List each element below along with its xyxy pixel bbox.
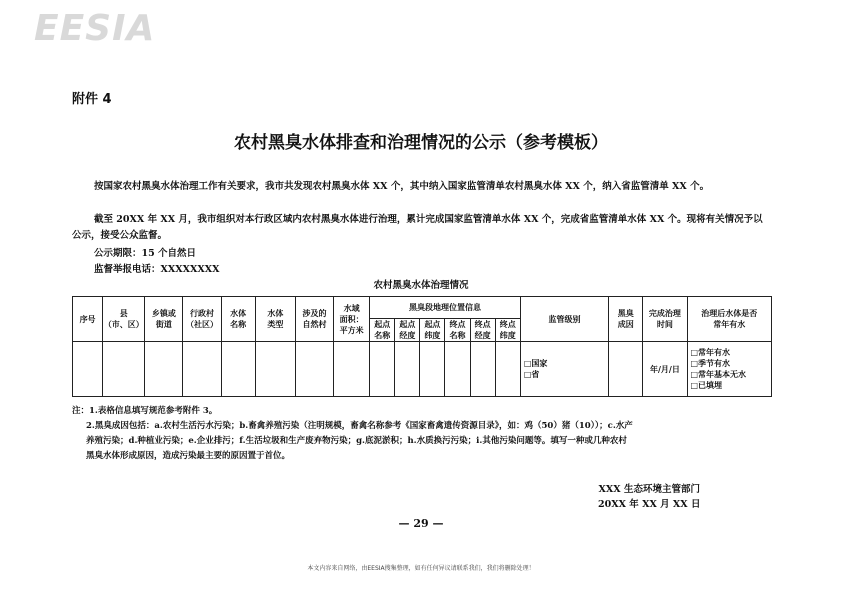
cell-after-water bbox=[687, 342, 772, 397]
header-seq: 序号 bbox=[73, 297, 103, 342]
cell-start-lat[interactable] bbox=[420, 342, 445, 397]
header-end-name: 终点 名称 bbox=[445, 319, 470, 342]
cell-seq[interactable] bbox=[73, 342, 103, 397]
cell-county[interactable] bbox=[103, 342, 145, 397]
signature-dept: XXX 生态环境主管部门 bbox=[598, 484, 700, 495]
notes bbox=[72, 404, 772, 464]
cell-finish-date[interactable]: 年/月/日 bbox=[643, 342, 687, 397]
document-title: 农村黑臭水体排查和治理情况的公示（参考模板） bbox=[234, 133, 608, 153]
signature-date: 20XX 年 XX 月 XX 日 bbox=[598, 499, 701, 510]
cell-water-name[interactable] bbox=[221, 342, 255, 397]
cell-end-name[interactable] bbox=[445, 342, 470, 397]
cell-end-lon[interactable] bbox=[470, 342, 495, 397]
header-start-name: 起点 名称 bbox=[370, 319, 395, 342]
header-area: 水域 面积： 平方米 bbox=[334, 297, 370, 342]
checkbox-year-round-water[interactable]: □常年有水 bbox=[690, 347, 731, 357]
header-start-lon: 起点 经度 bbox=[395, 319, 420, 342]
header-town: 乡镇或 街道 bbox=[145, 297, 183, 342]
header-county: 县 （市、区） bbox=[103, 297, 145, 342]
paragraph-treatment: 截至 20XX 年 XX 月，我市组织对本行政区域内农村黑臭水体进行治理，累计完成国家监管清单水体 XX 个，完成省监管清单水体 XX 个。现将有关情况予以公示，接受公众监督。 bbox=[72, 214, 763, 241]
cell-supervision bbox=[520, 342, 608, 397]
table-caption: 农村黑臭水体治理情况 bbox=[373, 280, 469, 291]
checkbox-seasonal-water[interactable]: □季节有水 bbox=[690, 358, 731, 368]
checkbox-national[interactable]: □国家 bbox=[523, 358, 548, 368]
note-2-line-2: 养殖污染；d.种植业污染；e.企业排污；f.生活垃圾和生产废弃物污染；g.底泥淤积；h.水质换污污染；i.其他污染问题等。填写一种或几种农村 bbox=[86, 436, 627, 446]
cell-end-lat[interactable] bbox=[495, 342, 520, 397]
header-location-group: 黑臭段地理位置信息 bbox=[370, 297, 521, 319]
note-2-line-1: 2.黑臭成因包括：a.农村生活污水污染；b.畜禽养殖污染（注明规模，畜禽名称参考《国家畜禽遗传资源目录》，如：鸡（50）猪（10））；c.水产 bbox=[86, 421, 633, 431]
header-water-name: 水体 名称 bbox=[221, 297, 255, 342]
cell-water-type[interactable] bbox=[255, 342, 295, 397]
header-water-type: 水体 类型 bbox=[255, 297, 295, 342]
header-start-lat: 起点 纬度 bbox=[420, 319, 445, 342]
cell-start-name[interactable] bbox=[370, 342, 395, 397]
header-cause: 黑臭 成因 bbox=[609, 297, 643, 342]
header-finish-time: 完成治理 时间 bbox=[643, 297, 687, 342]
note-1: 注：1.表格信息填写规范参考附件 3。 bbox=[72, 406, 218, 416]
eesia-logo: EESIA bbox=[34, 8, 156, 49]
cell-area[interactable] bbox=[334, 342, 370, 397]
header-end-lat: 终点 纬度 bbox=[495, 319, 520, 342]
note-2-line-3: 黑臭水体形成原因，造成污染最主要的原因置于首位。 bbox=[86, 451, 291, 461]
paragraph-discovery: 按国家农村黑臭水体治理工作有关要求，我市共发现农村黑臭水体 XX 个，其中纳入国家监管清单农村黑臭水体 XX 个，纳入省监管清单 XX 个。 bbox=[94, 181, 710, 192]
notice-period: 公示期限：15 个自然日 bbox=[94, 248, 197, 259]
cell-town[interactable] bbox=[145, 342, 183, 397]
annex-label: 附件 4 bbox=[72, 92, 112, 107]
cell-natural-village[interactable] bbox=[295, 342, 333, 397]
footer-disclaimer: 本文内容来自网络，由EESIA搜集整理，如有任何异议请联系我们，我们将删除处理！ bbox=[307, 565, 535, 572]
header-end-lon: 终点 经度 bbox=[470, 319, 495, 342]
header-natural-village: 涉及的 自然村 bbox=[295, 297, 333, 342]
checkbox-provincial[interactable]: □省 bbox=[523, 369, 540, 379]
header-after-water: 治理后水体是否 常年有水 bbox=[687, 297, 772, 342]
header-village: 行政村 （社区） bbox=[183, 297, 221, 342]
checkbox-mostly-dry[interactable]: □常年基本无水 bbox=[690, 369, 747, 379]
report-phone: 监督举报电话：XXXXXXXX bbox=[94, 264, 220, 275]
header-supervision: 监管级别 bbox=[520, 297, 608, 342]
treatment-table bbox=[72, 296, 772, 397]
cell-village[interactable] bbox=[183, 342, 221, 397]
page-number: — 29 — bbox=[398, 517, 444, 530]
cell-cause[interactable] bbox=[609, 342, 643, 397]
signature-block bbox=[598, 482, 700, 512]
checkbox-filled[interactable]: □已填埋 bbox=[690, 380, 723, 390]
table-row bbox=[73, 342, 772, 397]
cell-start-lon[interactable] bbox=[395, 342, 420, 397]
